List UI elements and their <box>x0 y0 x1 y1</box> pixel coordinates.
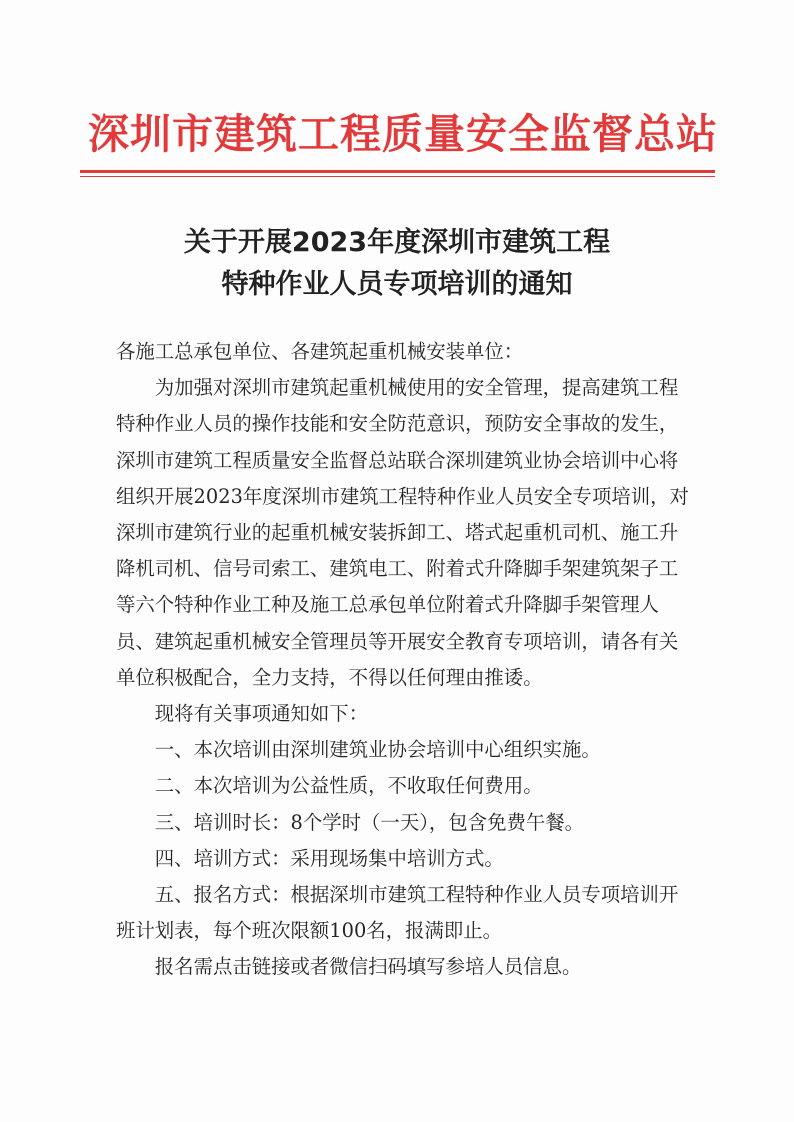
salutation: 各施工总承包单位、各建筑起重机械安装单位： <box>116 340 524 363</box>
notice-item-2: 二、本次培训为公益性质，不收取任何费用。 <box>154 774 543 798</box>
header-divider-thin <box>80 176 715 177</box>
document-title-line-2: 特种作业人员专项培训的通知 <box>221 269 573 300</box>
notice-item-5: 五、报名方式：根据深圳市建筑工程特种作业人员专项培训开班计划表，每个班次限额100名，报满即止。 <box>116 883 679 943</box>
notice-item-1: 一、本次培训由深圳建筑业协会培训中心组织实施。 <box>154 738 601 762</box>
document-title-line-1: 关于开展2023年度深圳市建筑工程 <box>183 227 611 258</box>
document-body <box>116 334 696 986</box>
notice-item-4: 四、培训方式：采用现场集中培训方式。 <box>154 846 504 870</box>
notice-item-3: 三、培训时长：8个学时（一天），包含免费午餐。 <box>154 810 585 834</box>
header-divider-thick <box>80 170 715 173</box>
intro-paragraph: 为加强对深圳市建筑起重机械使用的安全管理，提高建筑工程特种作业人员的操作技能和安全防范意识，预防安全事故的发生，深圳市建筑工程质量安全监督总站联合深圳建筑业协会培训中心将组织开展2023年度深圳市建筑工程特种作业人员安全专项培训，对深圳市建筑行业的起重机械安装拆卸工、塔式起重机司机、施工升降机司机、信号司索工、建筑电工、附着式升降脚手架建筑架子工等六个特种作业工种及施工总承包单位附着式升降脚手架管理人员、建筑起重机械安全管理员等开展安全教育专项培训，请各有关单位积极配合，全力支持，不得以任何理由推诿。 <box>116 376 689 689</box>
notice-lead: 现将有关事项通知如下： <box>154 702 369 726</box>
signup-note: 报名需点击链接或者微信扫码填写参培人员信息。 <box>154 955 582 979</box>
organization-header: 深圳市建筑工程质量安全监督总站 <box>88 110 718 158</box>
document-title <box>0 222 794 306</box>
